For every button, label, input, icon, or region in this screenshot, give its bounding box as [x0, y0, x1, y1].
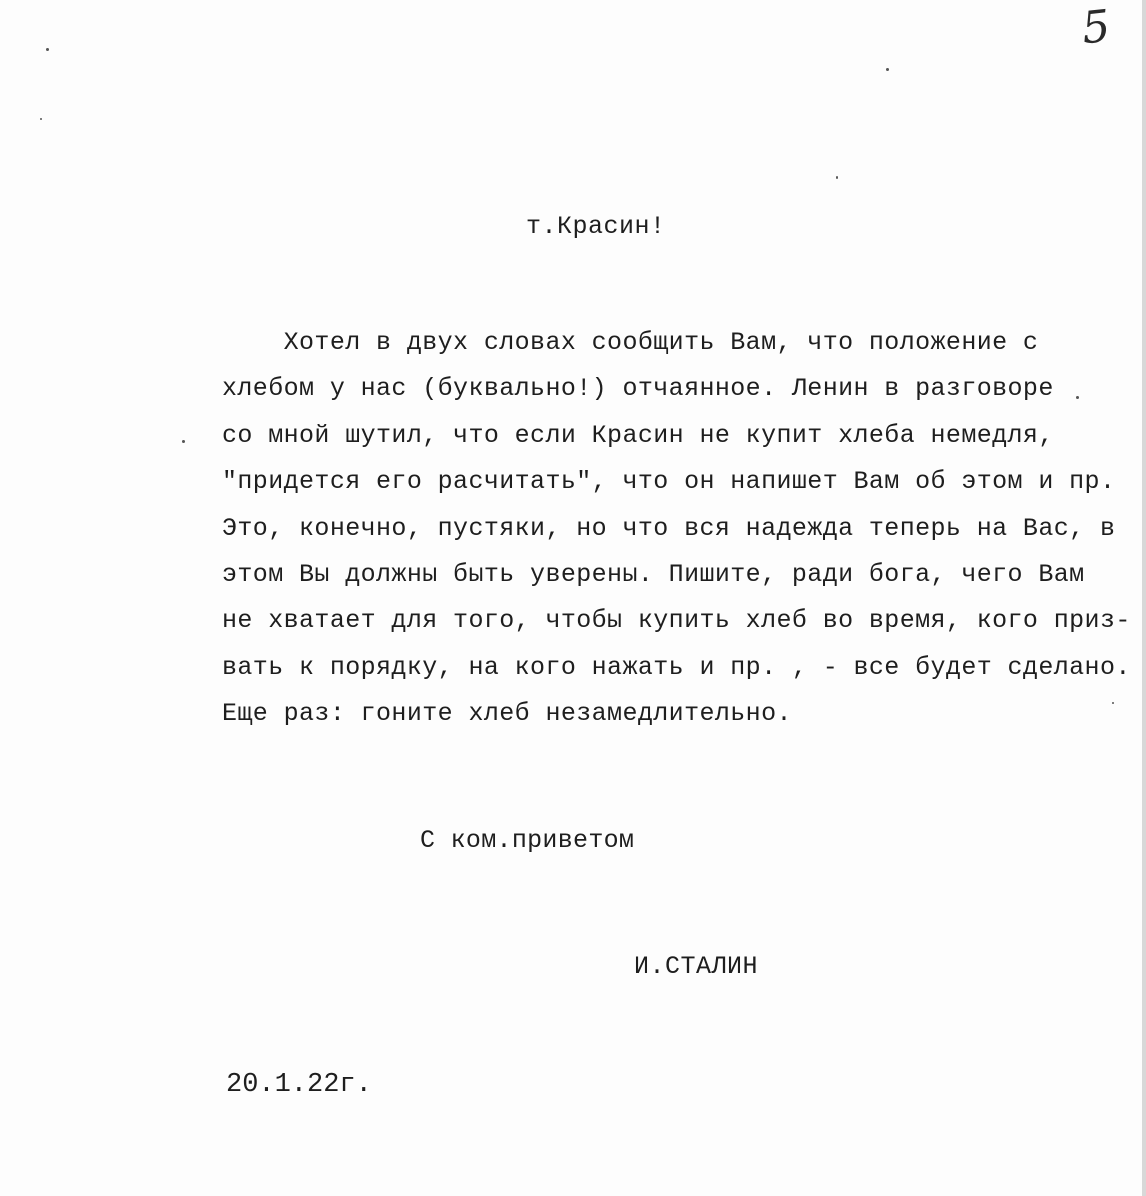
paper-speck — [182, 440, 185, 443]
closing: С ком.приветом — [420, 826, 635, 855]
salutation: т.Красин! — [526, 212, 666, 241]
paper-speck — [1112, 702, 1114, 704]
body-line: не хватает для того, чтобы купить хлеб во время, кого приз- — [222, 606, 1131, 636]
paper-speck — [836, 176, 838, 179]
paper-speck — [46, 48, 49, 51]
body-line: Еще раз: гоните хлеб незамедлительно. — [222, 699, 792, 729]
letter-body — [222, 320, 1131, 738]
body-line: Хотел в двух словах сообщить Вам, что положение с — [222, 328, 1039, 357]
body-line: хлебом у нас (буквально!) отчаянное. Ленин в разговоре — [222, 374, 1054, 404]
body-line: этом Вы должны быть уверены. Пишите, ради бога, чего Вам — [222, 559, 1085, 589]
paper-speck — [886, 68, 889, 71]
date: 20.1.22г. — [226, 1070, 372, 1100]
body-line: со мной шутил, что если Красин не купит хлеба немедля, — [222, 420, 1054, 450]
body-line: "придется его расчитать", что он напишет Вам об этом и пр. — [222, 467, 1116, 497]
signature: И.СТАЛИН — [634, 952, 759, 981]
paper-speck — [1076, 396, 1079, 399]
page-edge — [1142, 0, 1146, 1196]
body-line: вать к порядку, на кого нажать и пр. , - все будет сделано. — [222, 652, 1131, 682]
handwritten-page-number: 5 — [1079, 0, 1113, 55]
paper-speck — [40, 118, 42, 120]
body-line: Это, конечно, пустяки, но что вся надежда теперь на Вас, в — [222, 513, 1116, 543]
